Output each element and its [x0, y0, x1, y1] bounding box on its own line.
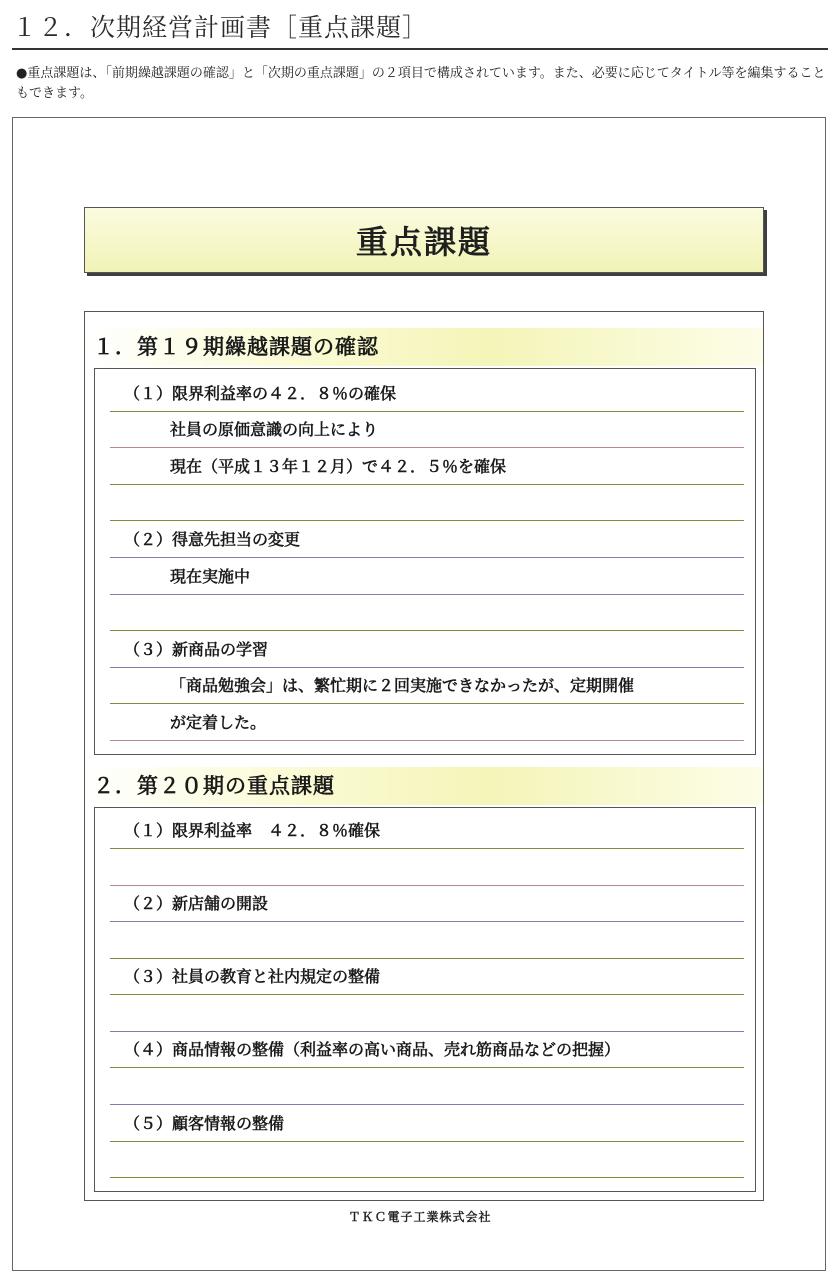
section2-line: （１）限界利益率 ４２．８％確保: [110, 813, 744, 849]
section1-line: が定着した。: [110, 705, 744, 741]
section1-line: （３）新商品の学習: [110, 632, 744, 668]
section1-line: [110, 485, 744, 521]
section2-line: （５）顧客情報の整備: [110, 1106, 744, 1142]
section2-line: （４）商品情報の整備（利益率の高い商品、売れ筋商品などの把握）: [110, 1032, 744, 1068]
section2-line: [110, 1142, 744, 1178]
section1-line: 「商品勉強会」は、繁忙期に２回実施できなかったが、定期開催: [110, 668, 744, 704]
section1-line: （１）限界利益率の４２．８％の確保: [110, 376, 744, 412]
section1-line: （２）得意先担当の変更: [110, 522, 744, 558]
intro-text: ●重点課題は、「前期繰越課題の確認」と「次期の重点課題」の２項目で構成されています。また、必要に応じてタイトル等を編集することもできます。: [16, 66, 826, 101]
section2-line: （２）新店舗の開設: [110, 886, 744, 922]
section2-line: [110, 996, 744, 1032]
banner-title: 重点課題: [355, 223, 492, 261]
section1-line: [110, 595, 744, 631]
section2-line: [110, 923, 744, 959]
section2-line: [110, 850, 744, 886]
title-rule: [12, 48, 828, 50]
banner: [84, 207, 764, 273]
section2-line: [110, 1069, 744, 1105]
footer-company: ＴＫＣ電子工業株式会社: [348, 1210, 492, 1224]
section1-line: 現在（平成１３年１２月）で４２．５％を確保: [110, 449, 744, 485]
section1-line: 社員の原価意識の向上により: [110, 412, 744, 448]
section2-heading: ２．第２０期の重点課題: [85, 767, 763, 805]
section2-line: （３）社員の教育と社内規定の整備: [110, 959, 744, 995]
page-title: １２．次期経営計画書［重点課題］: [12, 13, 429, 42]
section1-heading: １．第１９期繰越課題の確認: [85, 328, 763, 366]
section1-line: 現在実施中: [110, 559, 744, 595]
